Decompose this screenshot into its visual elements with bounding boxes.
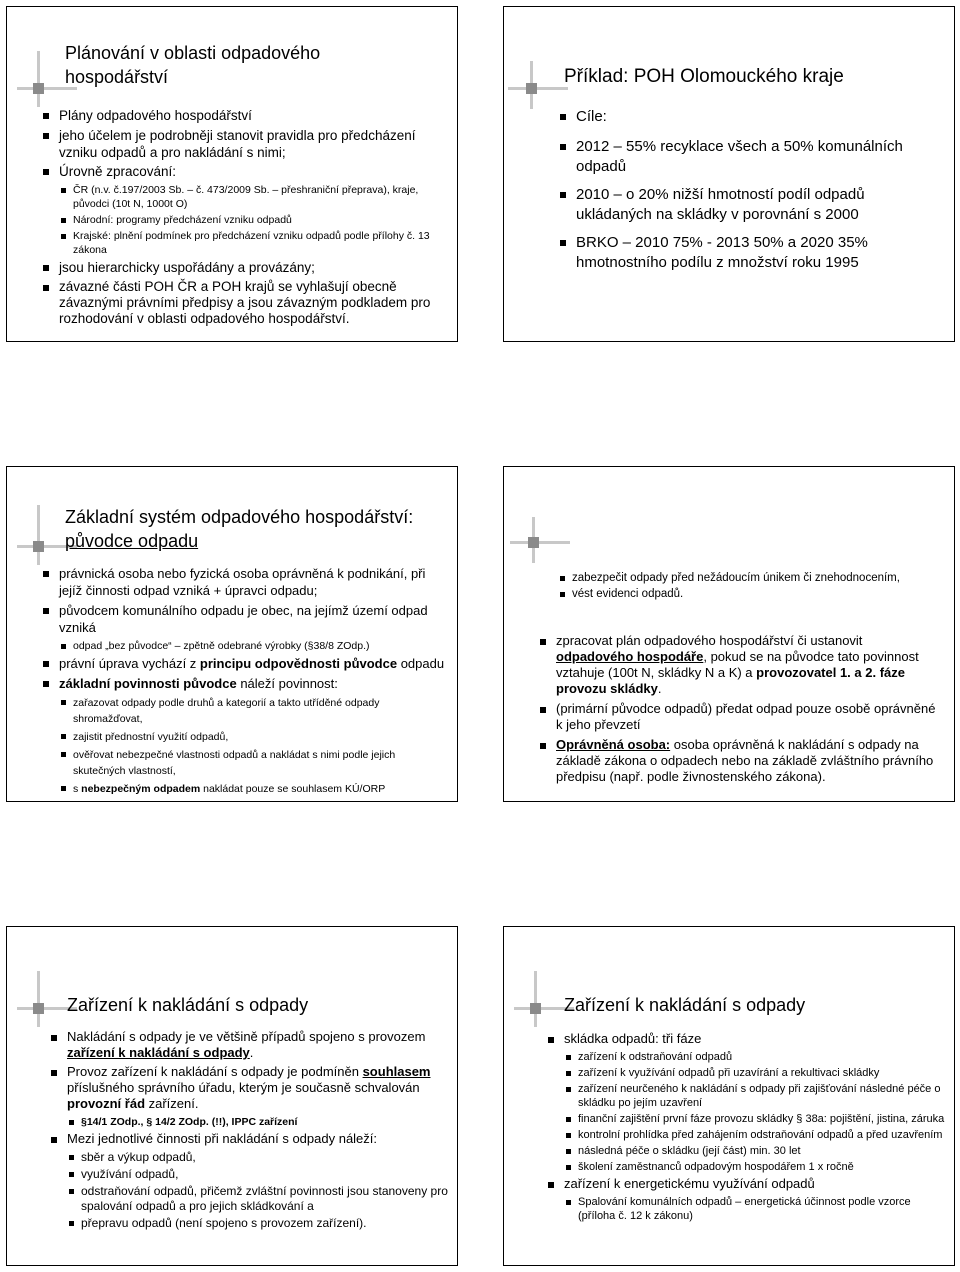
sub-list-item: Krajské: plnění podmínek pro předcházení vzniku odpadů podle přílohy č. 13 zákona	[59, 229, 446, 257]
list-item	[538, 633, 943, 697]
list-item: 2010 – o 20% nižší hmotností podíl odpadů ukládaných na skládky v porovnání s 2000	[558, 185, 943, 225]
list-item: jsou hierarchicky uspořádány a provázány;	[41, 259, 446, 276]
list-item: Mezi jednotlivé činnosti při nakládání s odpady náleží:	[49, 1131, 449, 1147]
sub-list-item: zařazovat odpady podle druhů a kategorií a takto utříděné odpady shromažďovat,	[59, 695, 446, 727]
text-run: zařízení.	[145, 1096, 199, 1111]
list-item: 2012 – 55% recyklace všech a 50% komunálních odpadů	[558, 137, 943, 177]
sub-list-item: zabezpečit odpady před nežádoucím únikem či znehodnocením,	[558, 571, 943, 585]
sub-list-item: vést evidenci odpadů.	[558, 587, 943, 601]
sub-list-item: ČR (n.v. č.197/2003 Sb. – č. 473/2009 Sb. – přeshraniční přeprava), kraje, původci (10t N, 1000t O)	[59, 183, 446, 211]
text-run: zařízení k nakládání s odpady	[67, 1045, 250, 1060]
slide-4	[503, 466, 955, 802]
list-item	[538, 737, 943, 785]
sub-list-item: finanční zajištění první fáze provozu skládky § 38a: pojištění, jistina, záruka	[564, 1112, 946, 1126]
list-item: původcem komunálního odpadu je obec, na jejímž území odpad vzniká	[41, 602, 446, 636]
sub-list-item: školení zaměstnanců odpadovým hospodářem 1 x ročně	[564, 1160, 946, 1174]
list-item: skládka odpadů: tři fáze	[546, 1031, 946, 1047]
text-run: příslušného správního úřadu, kterým je současně schvalován	[67, 1080, 420, 1095]
slide-3	[6, 466, 458, 802]
list-item: jeho účelem je podrobněji stanovit pravidla pro předcházení vzniku odpadů a pro nakládání s nimi;	[41, 127, 446, 161]
slide-title-line: původce odpadu	[65, 531, 199, 551]
list-item: Úrovně zpracování:	[41, 163, 446, 180]
list-item: (primární původce odpadů) předat odpad pouze osobě oprávněné k jeho převzetí	[538, 701, 943, 733]
sub-list-item: následná péče o skládku (její část) min. 30 let	[564, 1144, 946, 1158]
text-run: provozovatel 1. a 2. fáze provozu skládky	[556, 665, 905, 696]
slide-title-line: Základní systém odpadového hospodářství:	[65, 507, 414, 527]
sub-list-item: ověřovat nebezpečné vlastnosti odpadů a nakládat s nimi podle jejich skutečných vlastností,	[59, 747, 446, 779]
slide-title: Zařízení k nakládání s odpady	[67, 995, 309, 1015]
sub-list-item: přepravu odpadů (není spojeno s provozem zařízení).	[67, 1216, 449, 1231]
sub-list-item: zařízení neurčeného k nakládání s odpady při zajišťování následné péče o skládku po jejím uzavření	[564, 1082, 946, 1110]
text-run: s	[73, 783, 82, 795]
sub-list-item: odpad „bez původce“ – zpětně odebrané výrobky (§38/8 ZOdp.)	[59, 639, 446, 653]
list-item: zařízení k energetickému využívání odpadů	[546, 1176, 946, 1192]
text-run: nebezpečným odpadem	[81, 783, 201, 795]
slide-title: Zařízení k nakládání s odpady	[564, 995, 806, 1015]
sub-list-item: zařízení k využívání odpadů při uzavírání a rekultivaci skládky	[564, 1066, 946, 1080]
text-run: Nakládání s odpady je ve většině případů spojeno s provozem	[67, 1029, 426, 1044]
list-item: závazné části POH ČR a POH krajů se vyhlašují obecně závaznými právními předpisy a jsou závazným podkladem pro rozhodování v oblasti odpadového hospodářství.	[41, 279, 446, 327]
slide-title	[65, 505, 455, 553]
list-item: právnická osoba nebo fyzická osoba oprávněná k podnikání, při jejíž činnosti odpad vzniká + úpravci odpadu;	[41, 565, 446, 599]
text-run: Oprávněná osoba:	[556, 737, 671, 752]
list-item: BRKO – 2010 75% - 2013 50% a 2020 35% hmotnostního podílu z množství roku 1995	[558, 233, 943, 273]
sub-list-item: zajistit přednostní využití odpadů,	[59, 729, 446, 745]
list-item: Plány odpadového hospodářství	[41, 107, 446, 124]
text-run: osoba oprávněná k nakládání s odpady na základě zákona o odpadech nebo na základě zvláštního právního předpisu (např. podle živnostenského zákona).	[556, 737, 934, 784]
text-run: odpadového hospodáře	[556, 649, 704, 664]
text-run: , pokud se na původce tato povinnost vztahuje (100t N, skládky N a K) a	[556, 649, 919, 680]
text-run: náleží povinnost:	[236, 676, 338, 691]
list-item	[41, 675, 446, 692]
list-item: Cíle:	[558, 107, 943, 127]
sub-list-item: zařízení k odstraňování odpadů	[564, 1050, 946, 1064]
text-run: právní úprava vychází z	[59, 656, 200, 671]
slide-6	[503, 926, 955, 1266]
sub-list-item: Národní: programy předcházení vzniku odpadů	[59, 213, 446, 227]
slide-1	[6, 6, 458, 342]
text-run: .	[657, 681, 662, 696]
sub-list-item: §14/1 ZOdp., § 14/2 ZOdp. (!!), IPPC zařízení	[67, 1115, 449, 1129]
text-run: .	[249, 1045, 254, 1060]
text-run: provozní řád	[67, 1096, 146, 1111]
list-item	[49, 1064, 449, 1112]
text-run: zpracovat plán odpadového hospodářství či ustanovit	[556, 633, 863, 648]
text-run: základní povinnosti původce	[59, 676, 237, 691]
sub-list-item	[59, 781, 446, 797]
slide-title: Plánování v oblasti odpadového hospodářství	[65, 43, 321, 87]
sub-list-item: využívání odpadů,	[67, 1167, 449, 1182]
slide-5	[6, 926, 458, 1266]
sub-list-item: odstraňování odpadů, přičemž zvláštní povinnosti jsou stanoveny pro spalování odpadů a pro jejich skládkování a	[67, 1184, 449, 1214]
text-run: odpadu	[397, 656, 445, 671]
sub-list-item: sběr a výkup odpadů,	[67, 1150, 449, 1165]
text-run: souhlasem	[362, 1064, 431, 1079]
text-run: principu odpovědnosti původce	[199, 656, 398, 671]
list-item	[41, 655, 446, 672]
sub-list-item: kontrolní prohlídka před zahájením odstraňování odpadů a před uzavřením	[564, 1128, 946, 1142]
list-item	[49, 1029, 449, 1061]
sub-list-item: Spalování komunálních odpadů – energetická účinnost podle vzorce (příloha č. 12 k zákonu)	[564, 1195, 946, 1223]
slide-2	[503, 6, 955, 342]
text-run: nakládat pouze se souhlasem KÚ/ORP	[200, 783, 386, 795]
slide-title: Příklad: POH Olomouckého kraje	[564, 66, 844, 87]
text-run: Provoz zařízení k nakládání s odpady je podmíněn	[67, 1064, 363, 1079]
